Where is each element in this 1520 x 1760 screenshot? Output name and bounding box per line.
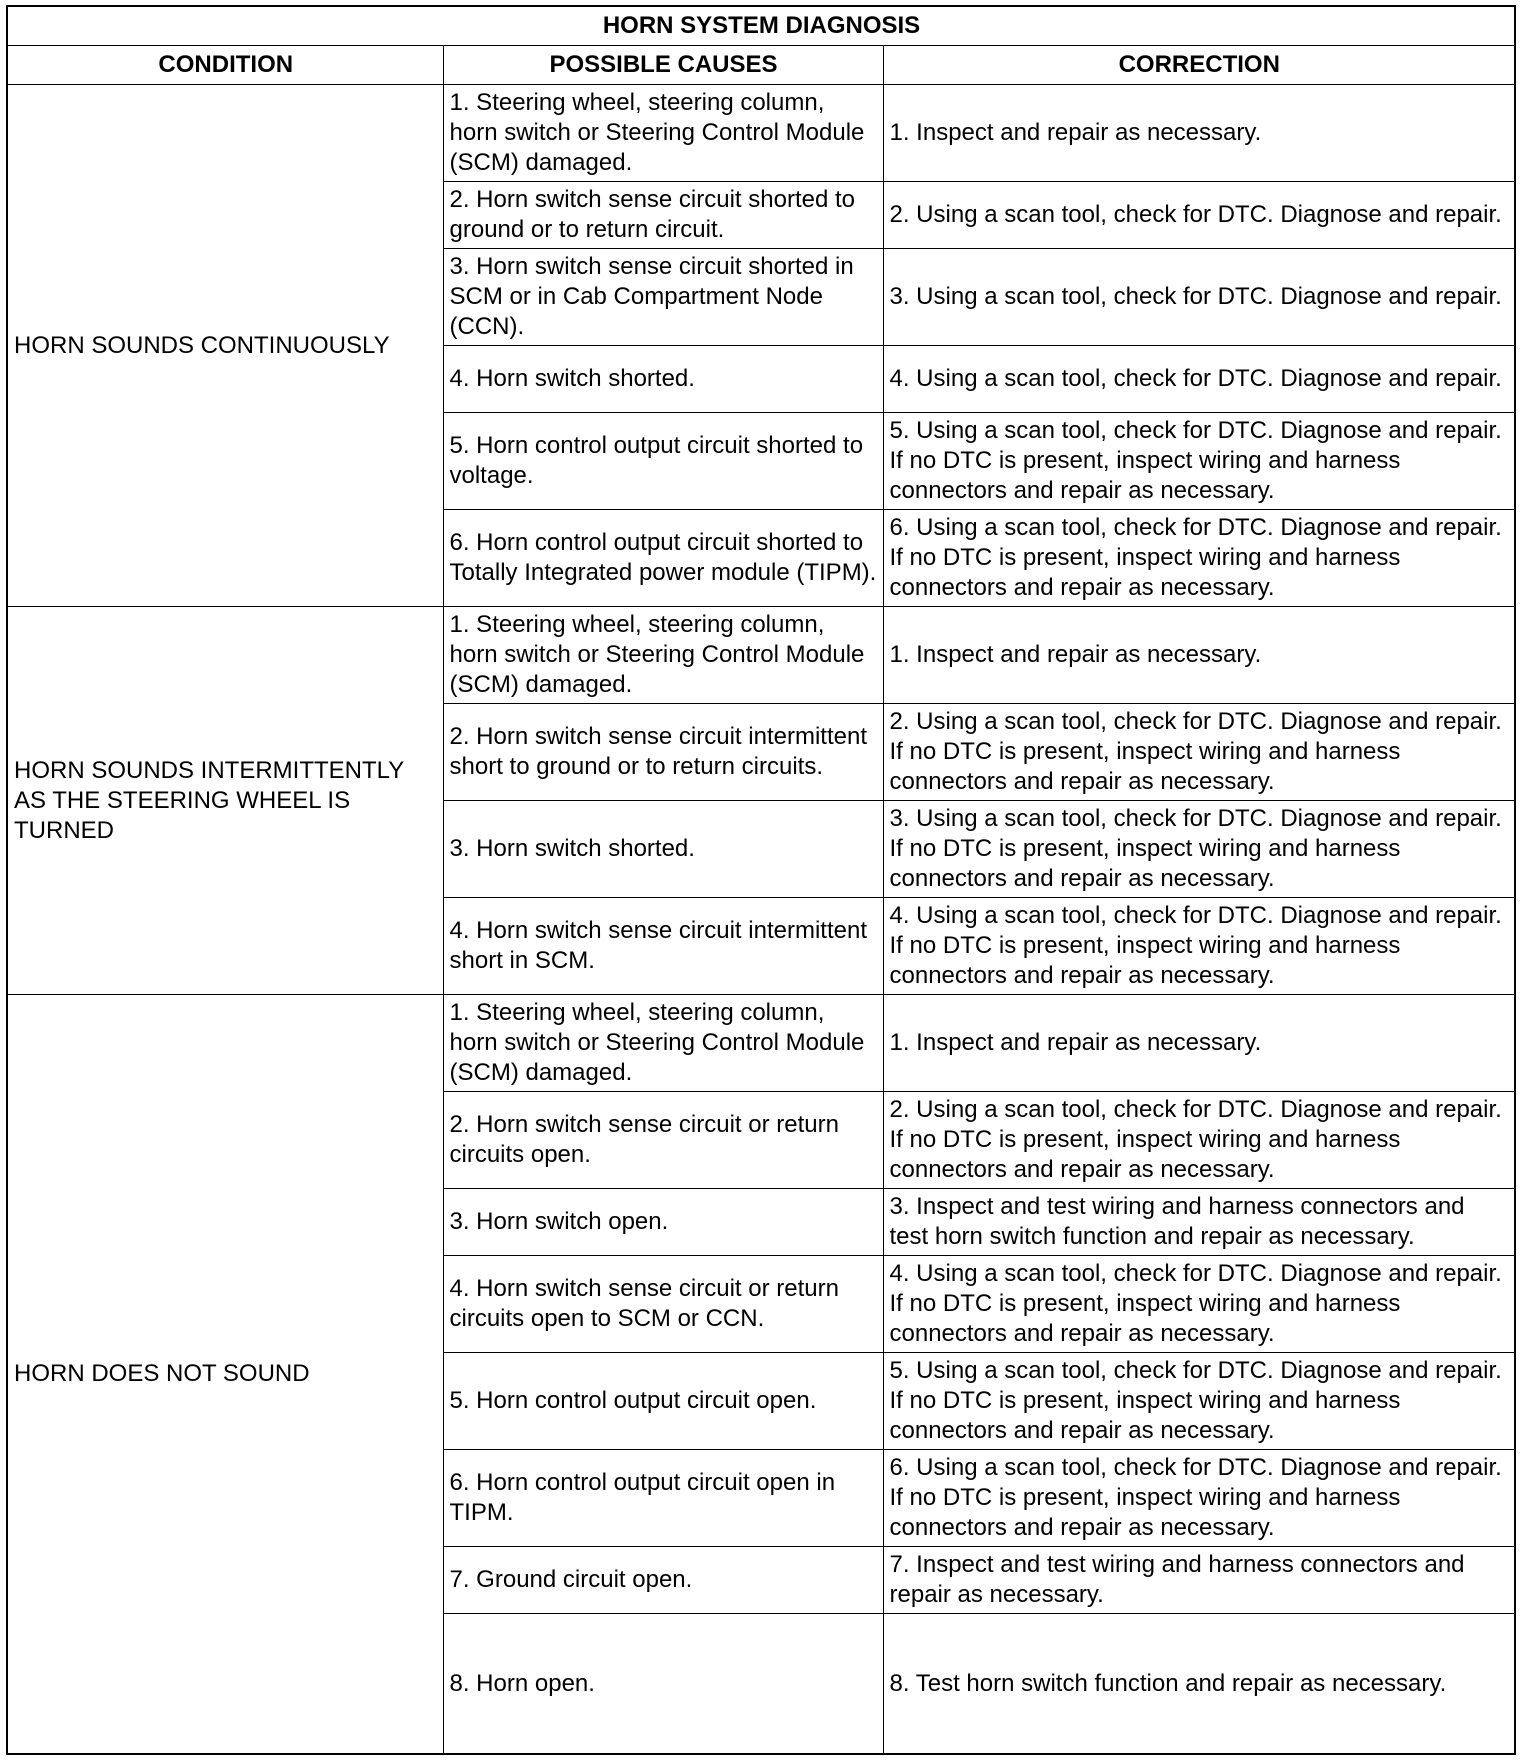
header-row: [7, 46, 1515, 85]
table-row: [7, 85, 1515, 182]
table-row: [7, 995, 1515, 1092]
correction-cell: 5. Using a scan tool, check for DTC. Diagnose and repair. If no DTC is present, inspect wiring and harness connectors and repair as necessary.: [883, 1353, 1515, 1450]
cause-cell: 4. Horn switch sense circuit or return circuits open to SCM or CCN.: [443, 1256, 883, 1353]
header-correction: CORRECTION: [883, 46, 1515, 85]
header-condition: CONDITION: [7, 46, 443, 85]
cause-cell: 2. Horn switch sense circuit or return circuits open.: [443, 1092, 883, 1189]
cause-cell: 1. Steering wheel, steering column, horn switch or Steering Control Module (SCM) damaged.: [443, 995, 883, 1092]
cause-cell: 3. Horn switch shorted.: [443, 801, 883, 898]
condition-cell: HORN SOUNDS INTERMITTENTLY AS THE STEERING WHEEL IS TURNED: [7, 607, 443, 995]
cause-cell: 6. Horn control output circuit open in TIPM.: [443, 1450, 883, 1547]
cause-cell: 3. Horn switch open.: [443, 1189, 883, 1256]
correction-cell: 5. Using a scan tool, check for DTC. Diagnose and repair. If no DTC is present, inspect wiring and harness connectors and repair as necessary.: [883, 413, 1515, 510]
title-row: [7, 6, 1515, 46]
correction-cell: 4. Using a scan tool, check for DTC. Diagnose and repair. If no DTC is present, inspect wiring and harness connectors and repair as necessary.: [883, 898, 1515, 995]
correction-cell: 2. Using a scan tool, check for DTC. Diagnose and repair. If no DTC is present, inspect wiring and harness connectors and repair as necessary.: [883, 704, 1515, 801]
cause-cell: 5. Horn control output circuit shorted to voltage.: [443, 413, 883, 510]
correction-cell: 3. Using a scan tool, check for DTC. Diagnose and repair. If no DTC is present, inspect wiring and harness connectors and repair as necessary.: [883, 801, 1515, 898]
header-possible-causes: POSSIBLE CAUSES: [443, 46, 883, 85]
cause-cell: 2. Horn switch sense circuit shorted to ground or to return circuit.: [443, 182, 883, 249]
correction-cell: 3. Inspect and test wiring and harness connectors and test horn switch function and repair as necessary.: [883, 1189, 1515, 1256]
cause-cell: 5. Horn control output circuit open.: [443, 1353, 883, 1450]
cause-cell: 6. Horn control output circuit shorted to Totally Integrated power module (TIPM).: [443, 510, 883, 607]
correction-cell: 6. Using a scan tool, check for DTC. Diagnose and repair. If no DTC is present, inspect wiring and harness connectors and repair as necessary.: [883, 510, 1515, 607]
correction-cell: 6. Using a scan tool, check for DTC. Diagnose and repair. If no DTC is present, inspect wiring and harness connectors and repair as necessary.: [883, 1450, 1515, 1547]
table-title: HORN SYSTEM DIAGNOSIS: [7, 6, 1515, 46]
correction-cell: 4. Using a scan tool, check for DTC. Diagnose and repair. If no DTC is present, inspect wiring and harness connectors and repair as necessary.: [883, 1256, 1515, 1353]
horn-diagnosis-table: [6, 5, 1516, 1755]
cause-cell: 3. Horn switch sense circuit shorted in SCM or in Cab Compartment Node (CCN).: [443, 249, 883, 346]
cause-cell: 8. Horn open.: [443, 1614, 883, 1755]
cause-cell: 7. Ground circuit open.: [443, 1547, 883, 1614]
cause-cell: 4. Horn switch shorted.: [443, 346, 883, 413]
correction-cell: 2. Using a scan tool, check for DTC. Diagnose and repair. If no DTC is present, inspect wiring and harness connectors and repair as necessary.: [883, 1092, 1515, 1189]
correction-cell: 7. Inspect and test wiring and harness connectors and repair as necessary.: [883, 1547, 1515, 1614]
condition-cell: HORN SOUNDS CONTINUOUSLY: [7, 85, 443, 607]
correction-cell: 2. Using a scan tool, check for DTC. Diagnose and repair.: [883, 182, 1515, 249]
correction-cell: 1. Inspect and repair as necessary.: [883, 995, 1515, 1092]
correction-cell: 3. Using a scan tool, check for DTC. Diagnose and repair.: [883, 249, 1515, 346]
cause-cell: 1. Steering wheel, steering column, horn switch or Steering Control Module (SCM) damaged.: [443, 85, 883, 182]
cause-cell: 2. Horn switch sense circuit intermittent short to ground or to return circuits.: [443, 704, 883, 801]
correction-cell: 8. Test horn switch function and repair as necessary.: [883, 1614, 1515, 1755]
correction-cell: 1. Inspect and repair as necessary.: [883, 607, 1515, 704]
cause-cell: 4. Horn switch sense circuit intermittent short in SCM.: [443, 898, 883, 995]
correction-cell: 4. Using a scan tool, check for DTC. Diagnose and repair.: [883, 346, 1515, 413]
table-row: [7, 607, 1515, 704]
condition-cell: HORN DOES NOT SOUND: [7, 995, 443, 1755]
correction-cell: 1. Inspect and repair as necessary.: [883, 85, 1515, 182]
cause-cell: 1. Steering wheel, steering column, horn switch or Steering Control Module (SCM) damaged.: [443, 607, 883, 704]
